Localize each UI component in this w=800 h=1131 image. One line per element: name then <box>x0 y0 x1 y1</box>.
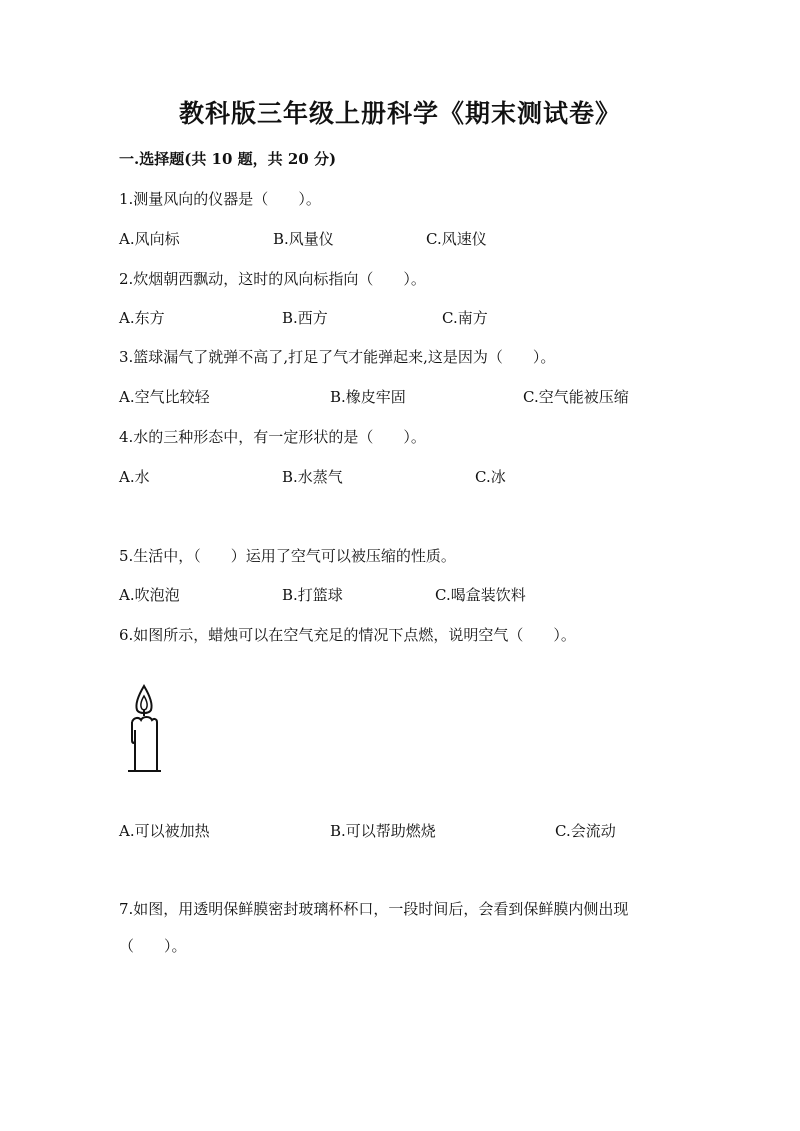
q5-option-a: A.吹泡泡 <box>119 586 180 604</box>
q1-option-c: C.风速仪 <box>426 230 487 248</box>
question-5: 5.生活中，（ ）运用了空气可以被压缩的性质。 <box>119 547 456 565</box>
q2-option-a: A.东方 <box>119 309 165 327</box>
q4-option-a: A.水 <box>119 468 150 486</box>
q5-option-b: B.打篮球 <box>282 586 343 604</box>
section-heading: 一.选择题(共 10 题，共 20 分) <box>119 150 337 168</box>
q1-option-a: A.风向标 <box>119 230 180 248</box>
q3-option-b: B.橡皮牢固 <box>330 388 406 406</box>
q2-option-c: C.南方 <box>442 309 488 327</box>
q5-option-c: C.喝盒装饮料 <box>435 586 526 604</box>
page-title: 教科版三年级上册科学《期末测试卷》 <box>178 99 621 128</box>
candle-illustration <box>124 682 164 776</box>
q3-option-a: A.空气比较轻 <box>119 388 210 406</box>
q1-option-b: B.风量仪 <box>273 230 334 248</box>
q6-option-c: C.会流动 <box>555 822 616 840</box>
question-1: 1.测量风向的仪器是（ ）。 <box>119 190 321 208</box>
question-7: 7.如图，用透明保鲜膜密封玻璃杯杯口，一段时间后，会看到保鲜膜内侧出现 <box>119 900 629 918</box>
q6-option-b: B.可以帮助燃烧 <box>330 822 436 840</box>
q3-option-c: C.空气能被压缩 <box>523 388 629 406</box>
question-2: 2.炊烟朝西飘动，这时的风向标指向（ ）。 <box>119 270 426 288</box>
question-6: 6.如图所示，蜡烛可以在空气充足的情况下点燃，说明空气（ ）。 <box>119 626 576 644</box>
question-4: 4.水的三种形态中，有一定形状的是（ ）。 <box>119 428 426 446</box>
q2-option-b: B.西方 <box>282 309 328 327</box>
q4-option-b: B.水蒸气 <box>282 468 343 486</box>
q6-option-a: A.可以被加热 <box>119 822 210 840</box>
q4-option-c: C.冰 <box>475 468 506 486</box>
question-7-continued: （ ）。 <box>119 937 187 955</box>
question-3: 3.篮球漏气了就弹不高了,打足了气才能弹起来,这是因为（ ）。 <box>119 348 556 366</box>
